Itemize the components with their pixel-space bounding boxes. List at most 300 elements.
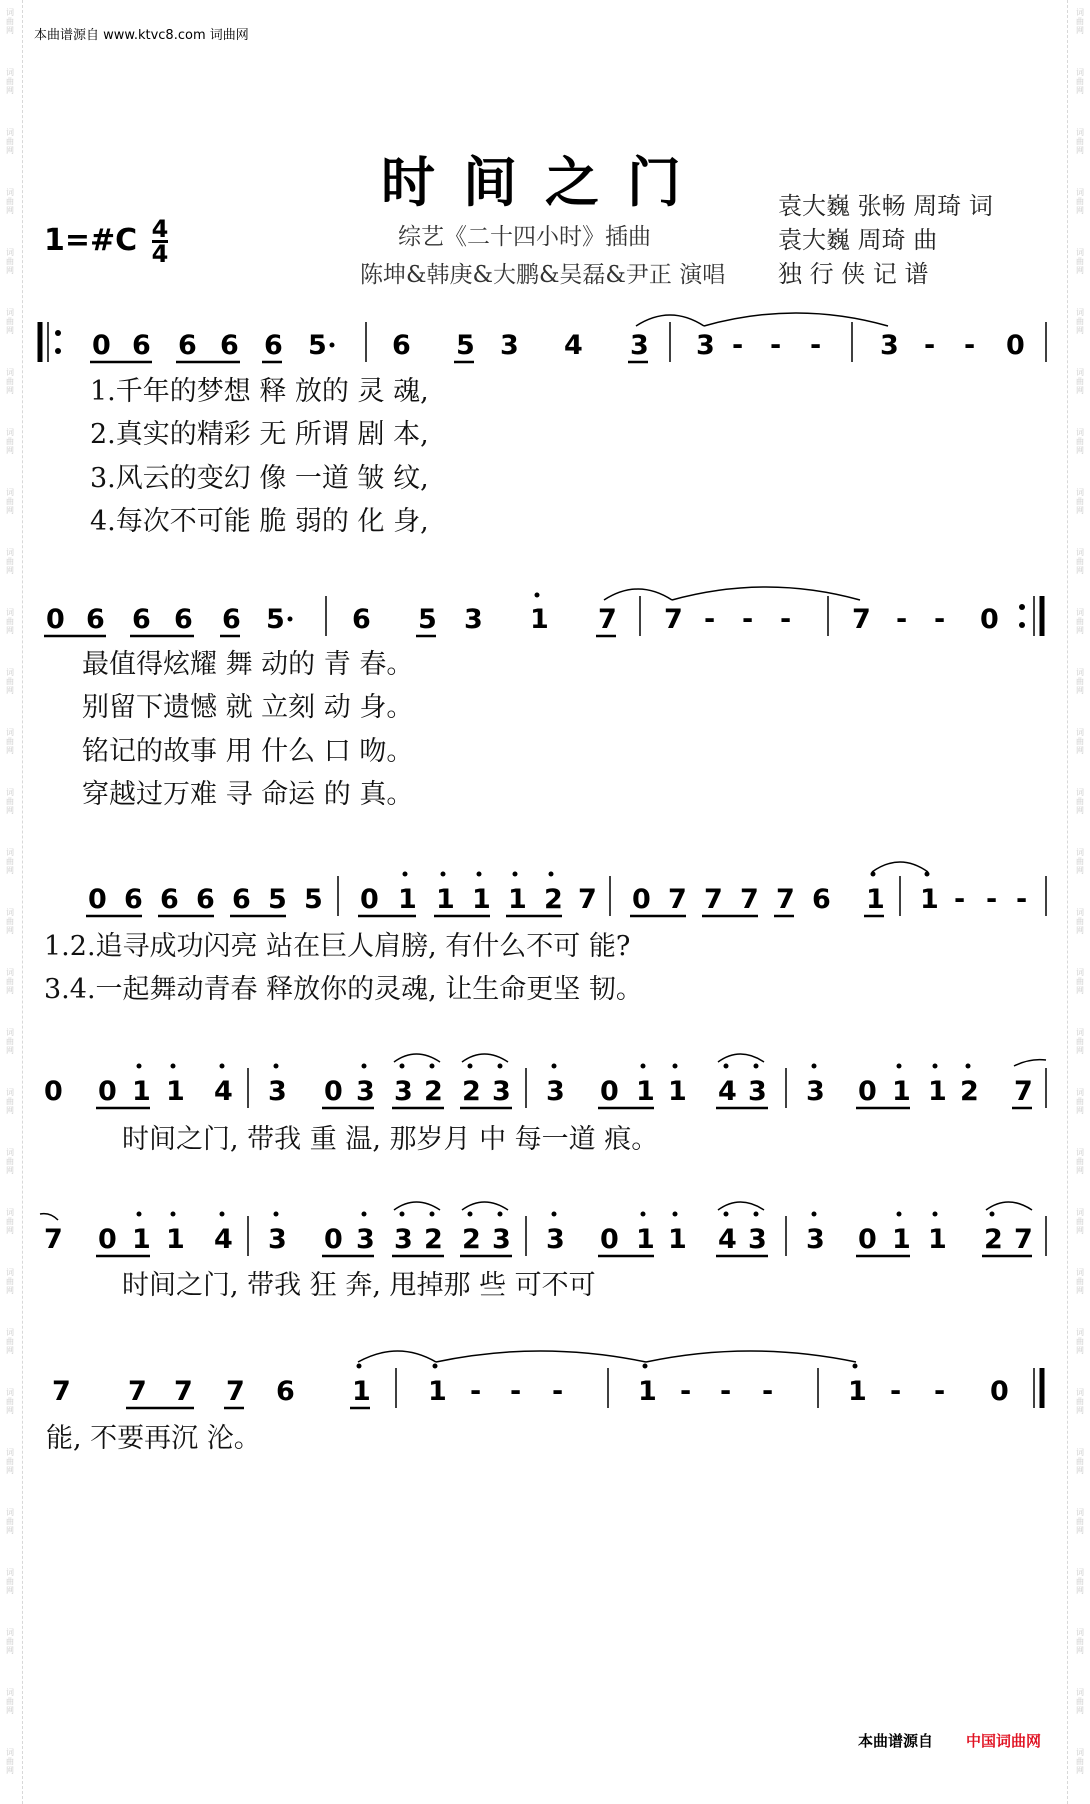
watermark-right: 词 曲 网	[1076, 1268, 1084, 1295]
system-2	[44, 587, 1042, 810]
note: 3	[546, 1224, 565, 1255]
watermark-left: 词 曲 网	[6, 1028, 14, 1055]
ties	[394, 1054, 1046, 1066]
credit-transcriber: 独 行 侠 记 谱	[778, 260, 929, 288]
key-text: 1=#C	[44, 223, 138, 258]
note: 0	[600, 1076, 619, 1107]
dot	[966, 1064, 971, 1069]
watermark-right: 词 曲 网	[1076, 1208, 1084, 1235]
dot	[171, 1064, 176, 1069]
note: -	[732, 330, 744, 361]
note: 0	[980, 604, 999, 635]
lyric-verse: 3.风云的变幻 像 一道 皱 纹,	[90, 463, 429, 494]
note: 2	[462, 1224, 481, 1255]
note: 4	[718, 1224, 737, 1255]
ties	[358, 1351, 856, 1362]
dot	[897, 1064, 902, 1069]
note: 2	[984, 1224, 1003, 1255]
note: 6	[276, 1376, 295, 1407]
note: 1	[848, 1376, 867, 1407]
dot	[552, 1212, 557, 1217]
watermark-left: 词 曲 网	[6, 848, 14, 875]
slur	[986, 1202, 1032, 1210]
dot	[400, 1212, 405, 1217]
watermark-left: 词 曲 网	[6, 1388, 14, 1415]
note: 3	[880, 330, 899, 361]
watermark-left: 词 曲 网	[6, 248, 14, 275]
watermark-right: 词 曲 网	[1076, 1748, 1084, 1775]
watermark-right: 词 曲 网	[1076, 1388, 1084, 1415]
note: 3	[500, 330, 519, 361]
note: 6	[352, 604, 371, 635]
dot	[498, 1212, 503, 1217]
note: 6	[160, 884, 179, 915]
lyric-verse: 3.4.一起舞动青春 释放你的灵魂, 让生命更坚 韧。	[44, 974, 643, 1005]
note: 1	[920, 884, 939, 915]
note: 0	[858, 1224, 877, 1255]
dot	[535, 593, 540, 598]
note: 7	[578, 884, 597, 915]
note: 0	[632, 884, 651, 915]
dot	[990, 1212, 995, 1217]
watermark-right: 词 曲 网	[1076, 1028, 1084, 1055]
watermark-right: 词 曲 网	[1076, 428, 1084, 455]
repeat-dot	[55, 348, 61, 354]
repeat-dot	[1019, 604, 1025, 610]
note: 0	[990, 1376, 1009, 1407]
dot	[468, 1212, 473, 1217]
note: 4	[214, 1076, 233, 1107]
dot	[754, 1212, 759, 1217]
note: 0	[46, 604, 65, 635]
repeat-dot	[1019, 622, 1025, 628]
note: 2	[424, 1076, 443, 1107]
note: -	[986, 884, 998, 915]
watermark-left: 词 曲 网	[6, 488, 14, 515]
notes	[46, 593, 1025, 636]
watermark-left: 词 曲 网	[6, 428, 14, 455]
dot	[357, 1364, 362, 1369]
note: -	[470, 1376, 482, 1407]
note: 1	[398, 884, 417, 915]
note: 1	[866, 884, 885, 915]
lyric-verse: 铭记的故事 用 什么 口 吻。	[82, 736, 414, 767]
lyric-verse: 别留下遗憾 就 立刻 动 身。	[82, 692, 414, 723]
note: 1	[636, 1076, 655, 1107]
note: 3	[394, 1224, 413, 1255]
dot	[274, 1212, 279, 1217]
dot	[430, 1212, 435, 1217]
system-5	[40, 1202, 1046, 1301]
watermark-right: 词 曲 网	[1076, 1148, 1084, 1175]
dot	[220, 1064, 225, 1069]
note: -	[762, 1376, 774, 1407]
dot	[925, 872, 930, 877]
note: 5	[304, 884, 323, 915]
tie	[646, 1351, 856, 1362]
watermark-right: 词 曲 网	[1076, 188, 1084, 215]
dot	[477, 872, 482, 877]
note: 7	[174, 1376, 193, 1407]
dot	[673, 1212, 678, 1217]
credit-lyricist: 袁大巍 张畅 周琦 词	[778, 192, 993, 220]
performers: 陈坤&韩庚&大鹏&吴磊&尹正 演唱	[360, 262, 726, 288]
note: 6	[232, 884, 251, 915]
note: 6	[124, 884, 143, 915]
note: 6	[220, 330, 239, 361]
note: 7	[740, 884, 759, 915]
dot	[641, 1064, 646, 1069]
dot	[897, 1212, 902, 1217]
watermark-left: 词 曲 网	[6, 8, 14, 35]
note: 2	[960, 1076, 979, 1107]
note: 1	[928, 1224, 947, 1255]
watermark-left: 词 曲 网	[6, 1628, 14, 1655]
system-1	[40, 313, 1046, 537]
note: 3	[492, 1224, 511, 1255]
watermark-left: 词 曲 网	[6, 908, 14, 935]
ties	[636, 313, 888, 326]
note: 0	[92, 330, 111, 361]
note: 5	[268, 884, 287, 915]
note: 3	[394, 1076, 413, 1107]
note: 1	[436, 884, 455, 915]
watermark-right: 词 曲 网	[1076, 548, 1084, 575]
note: 6	[86, 604, 105, 635]
note: 7	[128, 1376, 147, 1407]
note: 1	[472, 884, 491, 915]
note: 7	[852, 604, 871, 635]
dot	[362, 1064, 367, 1069]
dot	[220, 1212, 225, 1217]
source-line: 本曲谱源自 www.ktvc8.com 词曲网	[34, 28, 249, 43]
note: 3	[630, 330, 649, 361]
time-sig-bottom: 4	[151, 240, 169, 268]
note: 7	[1014, 1224, 1033, 1255]
note: 0	[98, 1076, 117, 1107]
watermark-left: 词 曲 网	[6, 968, 14, 995]
note: 7	[776, 884, 795, 915]
note: 4	[718, 1076, 737, 1107]
system-4	[44, 1054, 1046, 1155]
watermark-right: 词 曲 网	[1076, 128, 1084, 155]
system-6	[46, 1351, 1042, 1454]
note: 6	[178, 330, 197, 361]
dot	[274, 1064, 279, 1069]
note: 1	[668, 1224, 687, 1255]
note: 0	[98, 1224, 117, 1255]
dot	[812, 1064, 817, 1069]
note: 3	[748, 1224, 767, 1255]
watermark-left: 词 曲 网	[6, 1448, 14, 1475]
dot	[441, 872, 446, 877]
watermark-right: 词 曲 网	[1076, 1568, 1084, 1595]
dot	[673, 1064, 678, 1069]
slur	[718, 1054, 764, 1062]
note: 1	[352, 1376, 371, 1407]
dot	[724, 1212, 729, 1217]
dot	[330, 343, 335, 348]
lyric-chorus: 时间之门, 带我 狂 奔, 甩掉那 些 可不可	[122, 1270, 596, 1301]
note: 1	[638, 1376, 657, 1407]
note: 7	[664, 604, 683, 635]
note: 3	[806, 1076, 825, 1107]
dot	[549, 872, 554, 877]
dot	[812, 1212, 817, 1217]
dot	[871, 872, 876, 877]
watermark-left: 词 曲 网	[6, 1328, 14, 1355]
slur	[462, 1202, 508, 1210]
note: 3	[492, 1076, 511, 1107]
dot	[403, 872, 408, 877]
notes	[44, 1212, 1033, 1256]
note: 6	[196, 884, 215, 915]
watermark-left: 词 曲 网	[6, 1508, 14, 1535]
dot	[433, 1364, 438, 1369]
watermark-right: 词 曲 网	[1076, 608, 1084, 635]
time-sig-top: 4	[151, 215, 169, 243]
watermark-right: 词 曲 网	[1076, 1628, 1084, 1655]
note: 1	[166, 1224, 185, 1255]
lyric-verse: 1.2.追寻成功闪亮 站在巨人肩膀, 有什么不可 能?	[44, 931, 631, 962]
note: 0	[324, 1076, 343, 1107]
note: 1	[132, 1224, 151, 1255]
repeat-dot	[55, 330, 61, 336]
note: 1	[428, 1376, 447, 1407]
note: 0	[324, 1224, 343, 1255]
note: 0	[44, 1076, 63, 1107]
note: -	[954, 884, 966, 915]
watermark-right: 词 曲 网	[1076, 308, 1084, 335]
note: 7	[704, 884, 723, 915]
dot	[171, 1212, 176, 1217]
watermark-left: 词 曲 网	[6, 308, 14, 335]
note: -	[934, 604, 946, 635]
note: 5	[308, 330, 327, 361]
watermark-left: 词 曲 网	[6, 128, 14, 155]
watermark-right: 词 曲 网	[1076, 1448, 1084, 1475]
note: 1	[636, 1224, 655, 1255]
note: 3	[748, 1076, 767, 1107]
dot	[137, 1212, 142, 1217]
note: -	[742, 604, 754, 635]
system-3	[44, 862, 1046, 1005]
note: -	[1016, 884, 1028, 915]
note: -	[552, 1376, 564, 1407]
note: 6	[812, 884, 831, 915]
watermark-left: 词 曲 网	[6, 188, 14, 215]
watermark-left: 词 曲 网	[6, 788, 14, 815]
tie	[704, 313, 888, 326]
notes	[92, 330, 1025, 361]
tie	[1014, 1060, 1046, 1066]
notes	[52, 1364, 1009, 1408]
note: 7	[52, 1376, 71, 1407]
note: 6	[264, 330, 283, 361]
note: 7	[1014, 1076, 1033, 1107]
lyric-chorus: 能, 不要再沉 沦。	[46, 1423, 261, 1454]
note: 6	[392, 330, 411, 361]
note: -	[680, 1376, 692, 1407]
note: -	[704, 604, 716, 635]
lyric-verse: 4.每次不可能 脆 弱的 化 身,	[90, 506, 429, 537]
note: 4	[564, 330, 583, 361]
note: 3	[696, 330, 715, 361]
watermark-right: 词 曲 网	[1076, 248, 1084, 275]
slur	[718, 1202, 764, 1210]
subtitle: 综艺《二十四小时》插曲	[398, 224, 651, 250]
watermark-left: 词 曲 网	[6, 1568, 14, 1595]
note: 1	[166, 1076, 185, 1107]
note: 7	[226, 1376, 245, 1407]
note: 5	[418, 604, 437, 635]
tie	[436, 1351, 646, 1362]
dot	[400, 1064, 405, 1069]
dot	[468, 1064, 473, 1069]
note: -	[780, 604, 792, 635]
note: 6	[132, 330, 151, 361]
footer-source: 本曲谱源自	[858, 1732, 934, 1750]
ties	[394, 1202, 1032, 1210]
watermark-right: 词 曲 网	[1076, 728, 1084, 755]
note: 3	[464, 604, 483, 635]
note: 3	[546, 1076, 565, 1107]
note: 7	[44, 1224, 63, 1255]
lyric-verse: 最值得炫耀 舞 动的 青 春。	[82, 649, 414, 680]
slur	[394, 1202, 440, 1210]
watermark-left: 词 曲 网	[6, 668, 14, 695]
watermark-right: 词 曲 网	[1076, 668, 1084, 695]
note: 3	[806, 1224, 825, 1255]
dot	[643, 1364, 648, 1369]
note: -	[896, 604, 908, 635]
note: 7	[598, 604, 617, 635]
dot	[641, 1212, 646, 1217]
note: 5	[266, 604, 285, 635]
watermark-left: 词 曲 网	[6, 368, 14, 395]
note: 4	[214, 1224, 233, 1255]
watermark-left: 词 曲 网	[6, 728, 14, 755]
note: 0	[360, 884, 379, 915]
tie	[604, 589, 672, 600]
note: 0	[1006, 330, 1025, 361]
watermark-right: 词 曲 网	[1076, 8, 1084, 35]
note: 1	[892, 1076, 911, 1107]
watermark-left: 词 曲 网	[6, 548, 14, 575]
note: 6	[132, 604, 151, 635]
note: -	[510, 1376, 522, 1407]
dot	[552, 1064, 557, 1069]
watermark-right: 词 曲 网	[1076, 848, 1084, 875]
note: 0	[600, 1224, 619, 1255]
watermark-left: 词 曲 网	[6, 1208, 14, 1235]
note: -	[810, 330, 822, 361]
dot	[853, 1364, 858, 1369]
note: 6	[222, 604, 241, 635]
dot	[288, 617, 293, 622]
song-title: 时间之门	[381, 150, 709, 214]
watermark-left: 词 曲 网	[6, 608, 14, 635]
dot	[933, 1064, 938, 1069]
note: 1	[132, 1076, 151, 1107]
footer-brand[interactable]: 中国词曲网	[966, 1732, 1042, 1750]
note: -	[964, 330, 976, 361]
note: 3	[356, 1076, 375, 1107]
watermark-right: 词 曲 网	[1076, 368, 1084, 395]
lyric-chorus: 时间之门, 带我 重 温, 那岁月 中 每一道 痕。	[122, 1124, 659, 1155]
slur	[394, 1054, 440, 1062]
note: -	[770, 330, 782, 361]
ties	[604, 587, 860, 600]
note: 2	[424, 1224, 443, 1255]
dot	[362, 1212, 367, 1217]
credit-composer: 袁大巍 周琦 曲	[778, 226, 938, 254]
note: 2	[544, 884, 563, 915]
slur	[462, 1054, 508, 1062]
watermark-left: 词 曲 网	[6, 1748, 14, 1775]
dot	[513, 872, 518, 877]
note: 7	[668, 884, 687, 915]
watermark-right: 词 曲 网	[1076, 488, 1084, 515]
dot	[430, 1064, 435, 1069]
note: 0	[88, 884, 107, 915]
dot	[724, 1064, 729, 1069]
note: 1	[668, 1076, 687, 1107]
note: 3	[268, 1224, 287, 1255]
watermark-right: 词 曲 网	[1076, 1508, 1084, 1535]
tie	[672, 587, 860, 600]
watermark-left: 词 曲 网	[6, 68, 14, 95]
note: 1	[508, 884, 527, 915]
dot	[137, 1064, 142, 1069]
watermark-right: 词 曲 网	[1076, 68, 1084, 95]
notes	[88, 872, 1027, 916]
lyric-verse: 1.千年的梦想 释 放的 灵 魂,	[90, 376, 429, 407]
note: 2	[462, 1076, 481, 1107]
note: -	[934, 1376, 946, 1407]
watermark-right: 词 曲 网	[1076, 788, 1084, 815]
note: -	[890, 1376, 902, 1407]
watermark-right: 词 曲 网	[1076, 1688, 1084, 1715]
watermark-right: 词 曲 网	[1076, 908, 1084, 935]
note: 1	[928, 1076, 947, 1107]
watermark-left: 词 曲 网	[6, 1688, 14, 1715]
lyric-verse: 2.真实的精彩 无 所谓 剧 本,	[90, 419, 429, 450]
note: -	[720, 1376, 732, 1407]
tie	[40, 1214, 58, 1220]
lyric-verse: 穿越过万难 寻 命运 的 真。	[82, 779, 414, 810]
note: 3	[268, 1076, 287, 1107]
note: 0	[858, 1076, 877, 1107]
watermark-right: 词 曲 网	[1076, 968, 1084, 995]
watermark-right: 词 曲 网	[1076, 1088, 1084, 1115]
note: 3	[356, 1224, 375, 1255]
dot	[498, 1064, 503, 1069]
watermark-left: 词 曲 网	[6, 1268, 14, 1295]
watermark-left: 词 曲 网	[6, 1148, 14, 1175]
note: 6	[174, 604, 193, 635]
dot	[933, 1212, 938, 1217]
watermark-left: 词 曲 网	[6, 1088, 14, 1115]
tie	[872, 862, 928, 872]
watermark-right: 词 曲 网	[1076, 1328, 1084, 1355]
note: -	[924, 330, 936, 361]
note: 1	[530, 604, 549, 635]
note: 5	[456, 330, 475, 361]
tie	[358, 1351, 436, 1362]
dot	[754, 1064, 759, 1069]
note: 1	[892, 1224, 911, 1255]
